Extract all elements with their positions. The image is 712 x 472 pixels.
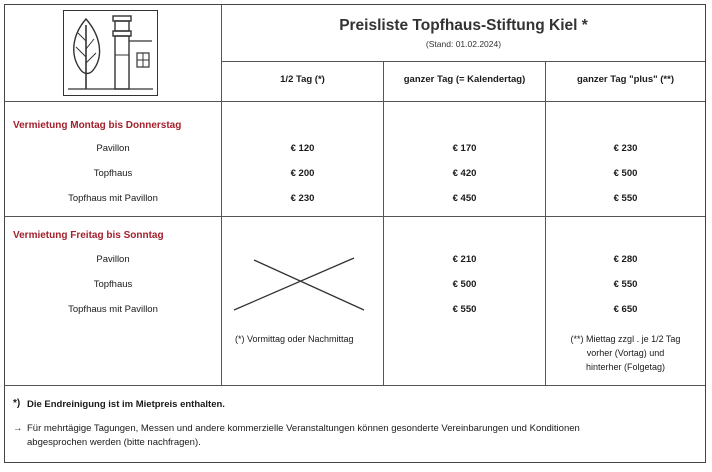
note-plus-line3: hinterher (Folgetag) (585, 362, 666, 372)
footer-divider (5, 385, 705, 386)
row-label: Topfhaus (93, 279, 133, 290)
row-label: Pavillon (96, 254, 130, 265)
col-header-full-day: ganzer Tag (= Kalendertag) (403, 74, 526, 85)
section-heading-mon-thu: Vermietung Montag bis Donnerstag (13, 120, 182, 131)
price-cell: € 170 (452, 143, 477, 154)
row-label: Topfhaus mit Pavillon (68, 304, 158, 315)
page-subtitle: (Stand: 01.02.2024) (425, 39, 502, 49)
section-divider (5, 216, 705, 217)
not-available-cross-icon (222, 250, 384, 322)
footer-arrow: → (13, 423, 23, 434)
col-header-full-day-plus: ganzer Tag "plus" (**) (577, 74, 674, 85)
section-heading-fri-sun: Vermietung Freitag bis Sonntag (13, 230, 164, 241)
price-cell: € 550 (613, 193, 638, 204)
price-cell: € 550 (613, 279, 638, 290)
tree-and-chimney-house-logo-icon (64, 11, 157, 95)
row-label: Topfhaus (93, 168, 133, 179)
row-label: Pavillon (96, 143, 130, 154)
row-label: Topfhaus mit Pavillon (68, 193, 158, 204)
footer-cleaning-note: Die Endreinigung ist im Mietpreis enthalten. (27, 399, 225, 410)
price-cell: € 420 (452, 168, 477, 179)
note-plus-line2: vorher (Vortag) und (586, 348, 665, 358)
price-cell: € 650 (613, 304, 638, 315)
price-cell: € 500 (613, 168, 638, 179)
foundation-logo (63, 10, 158, 96)
price-cell: € 550 (452, 304, 477, 315)
col-divider-2 (383, 61, 384, 385)
price-cell: € 450 (452, 193, 477, 204)
table-header-bottom (5, 101, 705, 102)
header-divider (221, 61, 705, 62)
price-cell: € 500 (452, 279, 477, 290)
footer-events-line1: Für mehrtägige Tagungen, Messen und andere kommerzielle Veranstaltungen können gesonderte Vereinbarungen und Konditionen (27, 423, 580, 434)
note-half-day: (*) Vormittag oder Nachmittag (235, 334, 354, 344)
price-cell: € 200 (290, 168, 315, 179)
footer-events-line2: abgesprochen werden (bitte nachfragen). (27, 437, 201, 448)
col-header-half-day: 1/2 Tag (*) (280, 74, 325, 85)
footer-star-marker: *) (13, 398, 21, 409)
price-cell: € 230 (613, 143, 638, 154)
price-cell: € 120 (290, 143, 315, 154)
note-plus-line1: (**) Miettag zzgl . je 1/2 Tag (570, 334, 681, 344)
price-cell: € 280 (613, 254, 638, 265)
price-cell: € 230 (290, 193, 315, 204)
price-cell: € 210 (452, 254, 477, 265)
page-title: Preisliste Topfhaus-Stiftung Kiel * (339, 17, 588, 34)
